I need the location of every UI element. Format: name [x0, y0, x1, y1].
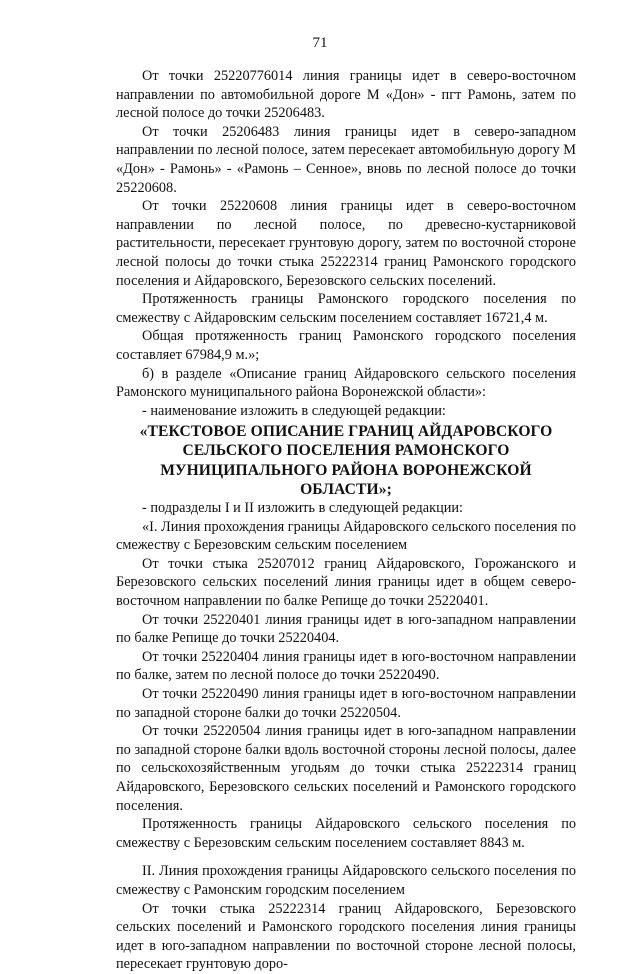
- paragraph: От точки 25206483 линия границы идет в северо-западном направлении по лесной полосе, затем пересекает автомобильную дорогу М «Дон» - Рамонь» - «Рамонь – Сенное», вновь по лесной полосе до точки 25220608.: [116, 123, 576, 196]
- page-number: 71: [312, 35, 328, 51]
- paragraph: От точки стыка 25222314 границ Айдаровского, Березовского сельских поселений и Рамонского городского поселения линия границы идет в юго-западном направлении по восточной стороне лесной полосы, пересекает грунтовую доро-: [116, 900, 576, 973]
- paragraph: Протяженность границы Айдаровского сельского поселения по смежеству с Березовским сельским поселением составляет 8843 м.: [116, 816, 576, 851]
- paragraph: От точки 25220776014 линия границы идет в северо-восточном направлении по автомобильной дороге М «Дон» - пгт Рамонь, затем по лесной полосе до точки 25206483.: [116, 68, 576, 122]
- paragraph: Протяженность границы Рамонского городского поселения по смежеству с Айдаровским сельским поселением составляет 16721,4 м.: [116, 291, 576, 326]
- paragraph: От точки 25220504 линия границы идет в юго-западном направлении по западной стороне балки вдоль восточной стороны лесной полосы, далее по сельскохозяйственным угодьям до точки стыка 25222314 границ Айдаровского, Березовского сельских поселений и Рамонского городского поселения.: [116, 723, 576, 814]
- paragraph: б) в разделе «Описание границ Айдаровского сельского поселения Рамонского муниципального района Воронежской области»:: [116, 365, 576, 401]
- paragraph: От точки 25220490 линия границы идет в юго-восточном направлении по западной стороне балки до точки 25220504.: [116, 686, 576, 721]
- paragraph: От точки стыка 25207012 границ Айдаровского, Горожанского и Березовского сельских поселений линия границы идет в общем северо-восточном направлении по балке Репище до точки 25220401.: [116, 555, 576, 610]
- paragraph: От точки 25220404 линия границы идет в юго-восточном направлении по балке, затем по лесной полосе до точки 25220490.: [116, 648, 576, 684]
- paragraph: От точки 25220608 линия границы идет в северо-восточном направлении по лесной полосе, по древесно-кустарниковой растительности, пересекает грунтовую дорогу, затем по восточной стороне лесной полосы до точки стыка 25222314 границ Рамонского городского поселения и Айдаровского, Березовского сельских поселений.: [116, 198, 576, 289]
- paragraph: Общая протяженность границ Рамонского городского поселения составляет 67984,9 м.»;: [116, 328, 576, 363]
- paragraph: От точки 25220401 линия границы идет в юго-западном направлении по балке Репище до точки 25220404.: [116, 611, 576, 647]
- subsection-title: II. Линия прохождения границы Айдаровского сельского поселения по смежеству с Рамонским городским поселением: [116, 863, 576, 898]
- section-heading: «ТЕКСТОВОЕ ОПИСАНИЕ ГРАНИЦ АЙДАРОВСКОГО СЕЛЬСКОГО ПОСЕЛЕНИЯ РАМОНСКОГО МУНИЦИПАЛЬНОГО РАЙОНА ВОРОНЕЖСКОЙ ОБЛАСТИ»;: [139, 423, 553, 498]
- subsection-title: «I. Линия прохождения границы Айдаровского сельского поселения по смежеству с Березовским сельским поселением: [116, 518, 577, 554]
- paragraph: - подразделы I и II изложить в следующей редакции:: [142, 500, 464, 517]
- document-body: [116, 67, 576, 974]
- paragraph: - наименование изложить в следующей редакции:: [142, 402, 446, 419]
